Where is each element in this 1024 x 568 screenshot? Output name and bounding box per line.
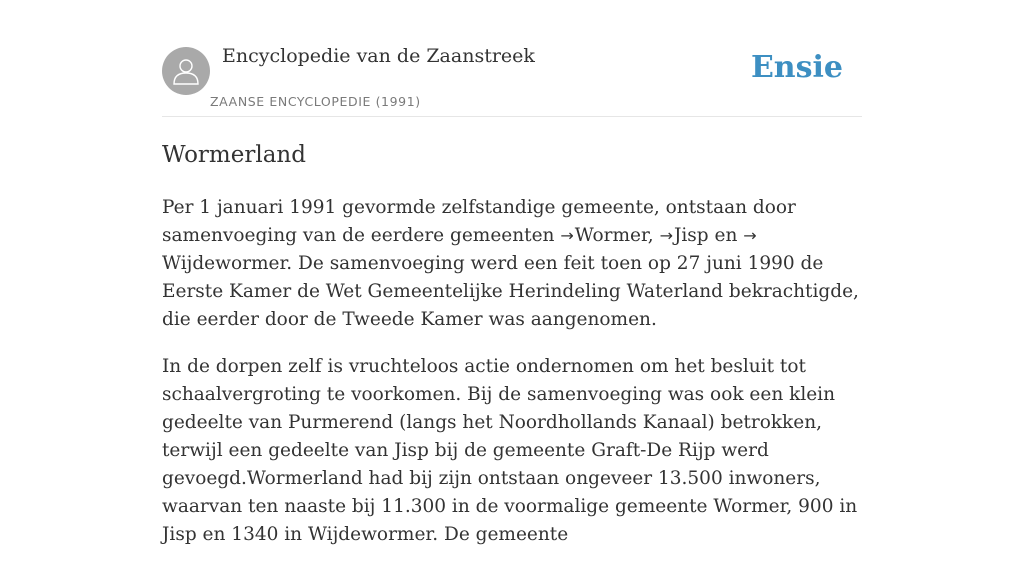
link-wormer[interactable] xyxy=(560,225,647,246)
source-subtitle: ZAANSE ENCYCLOPEDIE (1991) xyxy=(210,94,421,109)
article xyxy=(162,140,868,568)
paragraph-text: . De samenvoeging werd een feit toen op 27 juni 1990 de Eerste Kamer de Wet Gemeentelijke Herindeling Waterland bekrachtigde, die eerder door de Tweede Kamer was aangenomen. xyxy=(162,253,859,330)
source-header xyxy=(162,0,862,117)
user-icon xyxy=(172,56,200,86)
arrow-right-icon: → xyxy=(659,226,673,245)
paragraph-text: , xyxy=(647,225,660,246)
paragraph-text: Per 1 januari 1991 gevormde zelfstandige gemeente, ontstaan door samenvoeging van de eerdere gemeenten xyxy=(162,197,796,246)
article-title: Wormerland xyxy=(162,142,306,168)
link-label: Jisp xyxy=(673,225,709,246)
paragraph-text: en xyxy=(708,225,744,246)
article-paragraph-2: In de dorpen zelf is vruchteloos actie ondernomen om het besluit tot schaalvergroting te voorkomen. Bij de samenvoeging was ook een klein gedeelte van Purmerend (langs het Noordhollands Kanaal) betrokken, terwijl een gedeelte van Jisp bij de gemeente Graft-De Rijp werd gevoegd.Wormerland had bij zijn ontstaan ongeveer 13.500 inwoners, waarvan ten naaste bij 11.300 in de voormalige gemeente Wormer, 900 in Jisp en 1340 in Wijdewormer. De gemeente xyxy=(162,356,858,545)
link-label: Wormer xyxy=(574,225,648,246)
arrow-right-icon: → xyxy=(743,226,757,245)
link-jisp[interactable] xyxy=(660,225,709,246)
source-title[interactable]: Encyclopedie van de Zaanstreek xyxy=(222,45,535,67)
arrow-right-icon: → xyxy=(560,226,574,245)
avatar[interactable] xyxy=(162,47,210,95)
link-label: Wijdewormer xyxy=(162,253,287,274)
brand-logo-link[interactable]: Ensie xyxy=(750,50,843,85)
article-paragraph-1 xyxy=(162,194,868,334)
